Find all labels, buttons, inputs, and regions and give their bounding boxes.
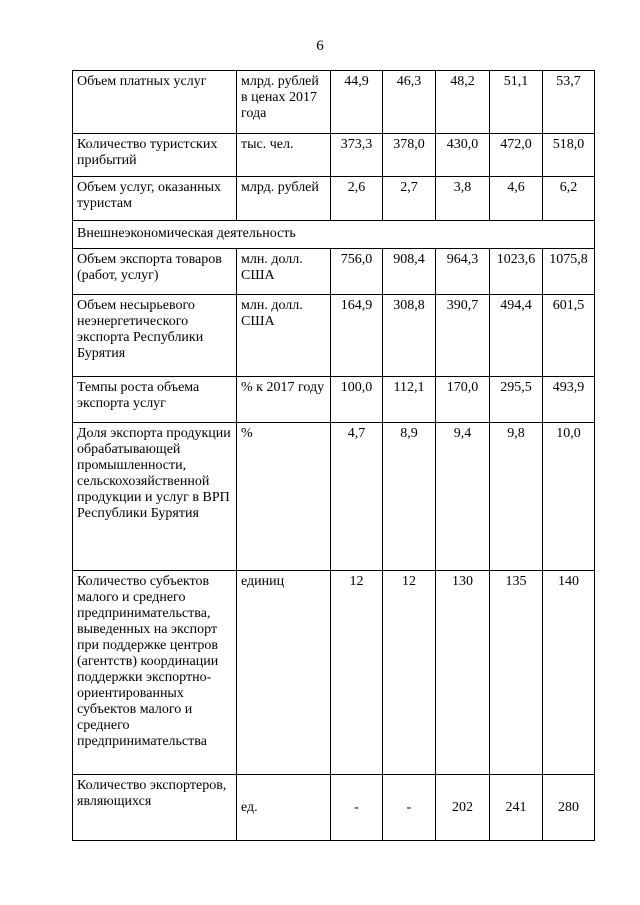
table-row bbox=[73, 571, 595, 775]
value-cell: 308,8 bbox=[383, 295, 436, 377]
indicator-name: Объем несырьевого неэнергетического экспорта Республики Бурятия bbox=[73, 295, 237, 377]
indicators-table bbox=[72, 70, 595, 841]
value-cell: 51,1 bbox=[490, 71, 543, 134]
indicator-name: Темпы роста объема экспорта услуг bbox=[73, 377, 237, 423]
value-cell: 100,0 bbox=[331, 377, 383, 423]
value-cell: 9,8 bbox=[490, 423, 543, 571]
value-cell: 295,5 bbox=[490, 377, 543, 423]
value-cell: 6,2 bbox=[543, 177, 595, 221]
value-cell: 140 bbox=[543, 571, 595, 775]
value-cell: 12 bbox=[331, 571, 383, 775]
value-cell: 241 bbox=[490, 775, 543, 841]
value-cell: 601,5 bbox=[543, 295, 595, 377]
value-cell: 2,6 bbox=[331, 177, 383, 221]
value-cell: 908,4 bbox=[383, 249, 436, 295]
indicator-name: Количество субъектов малого и среднего предпринимательства, выведенных на экспорт при поддержке центров (агентств) координации поддержки экспортно-ориентированных субъектов малого и среднего предпринимательства bbox=[73, 571, 237, 775]
indicator-name: Объем платных услуг bbox=[73, 71, 237, 134]
section-row bbox=[73, 221, 595, 249]
indicator-unit: % к 2017 году bbox=[237, 377, 331, 423]
value-cell: 12 bbox=[383, 571, 436, 775]
value-cell: 170,0 bbox=[436, 377, 490, 423]
value-cell: 135 bbox=[490, 571, 543, 775]
table-row bbox=[73, 249, 595, 295]
value-cell: 1075,8 bbox=[543, 249, 595, 295]
table-row bbox=[73, 295, 595, 377]
value-cell: 390,7 bbox=[436, 295, 490, 377]
value-cell: 2,7 bbox=[383, 177, 436, 221]
value-cell: 756,0 bbox=[331, 249, 383, 295]
table-row bbox=[73, 177, 595, 221]
value-cell: 164,9 bbox=[331, 295, 383, 377]
value-cell: 8,9 bbox=[383, 423, 436, 571]
indicator-unit: млрд. рублей bbox=[237, 177, 331, 221]
indicator-name: Количество экспортеров, являющихся bbox=[73, 775, 237, 841]
indicator-unit: млн. долл. США bbox=[237, 249, 331, 295]
value-cell: - bbox=[383, 775, 436, 841]
value-cell: 112,1 bbox=[383, 377, 436, 423]
value-cell: 130 bbox=[436, 571, 490, 775]
value-cell: 202 bbox=[436, 775, 490, 841]
indicator-name: Количество туристских прибытий bbox=[73, 134, 237, 177]
table-row bbox=[73, 134, 595, 177]
value-cell: 3,8 bbox=[436, 177, 490, 221]
indicator-unit: млн. долл. США bbox=[237, 295, 331, 377]
indicator-name: Доля экспорта продукции обрабатывающей промышленности, сельскохозяйственной продукции и услуг в ВРП Республики Бурятия bbox=[73, 423, 237, 571]
indicator-unit: % bbox=[237, 423, 331, 571]
value-cell: 4,6 bbox=[490, 177, 543, 221]
value-cell: 44,9 bbox=[331, 71, 383, 134]
indicator-unit: единиц bbox=[237, 571, 331, 775]
value-cell: 472,0 bbox=[490, 134, 543, 177]
value-cell: 493,9 bbox=[543, 377, 595, 423]
indicator-unit: ед. bbox=[237, 775, 331, 841]
value-cell: 4,7 bbox=[331, 423, 383, 571]
indicator-unit: тыс. чел. bbox=[237, 134, 331, 177]
value-cell: 518,0 bbox=[543, 134, 595, 177]
value-cell: 430,0 bbox=[436, 134, 490, 177]
value-cell: - bbox=[331, 775, 383, 841]
table-row bbox=[73, 775, 595, 841]
value-cell: 373,3 bbox=[331, 134, 383, 177]
value-cell: 378,0 bbox=[383, 134, 436, 177]
value-cell: 280 bbox=[543, 775, 595, 841]
indicator-unit: млрд. рублей в ценах 2017 года bbox=[237, 71, 331, 134]
value-cell: 9,4 bbox=[436, 423, 490, 571]
section-title: Внешнеэкономическая деятельность bbox=[73, 221, 595, 249]
value-cell: 494,4 bbox=[490, 295, 543, 377]
value-cell: 1023,6 bbox=[490, 249, 543, 295]
value-cell: 53,7 bbox=[543, 71, 595, 134]
value-cell: 10,0 bbox=[543, 423, 595, 571]
indicator-name: Объем услуг, оказанных туристам bbox=[73, 177, 237, 221]
table-row bbox=[73, 423, 595, 571]
table-row bbox=[73, 71, 595, 134]
page-number: 6 bbox=[316, 38, 324, 54]
indicator-name: Объем экспорта товаров (работ, услуг) bbox=[73, 249, 237, 295]
table-row bbox=[73, 377, 595, 423]
value-cell: 964,3 bbox=[436, 249, 490, 295]
value-cell: 46,3 bbox=[383, 71, 436, 134]
value-cell: 48,2 bbox=[436, 71, 490, 134]
